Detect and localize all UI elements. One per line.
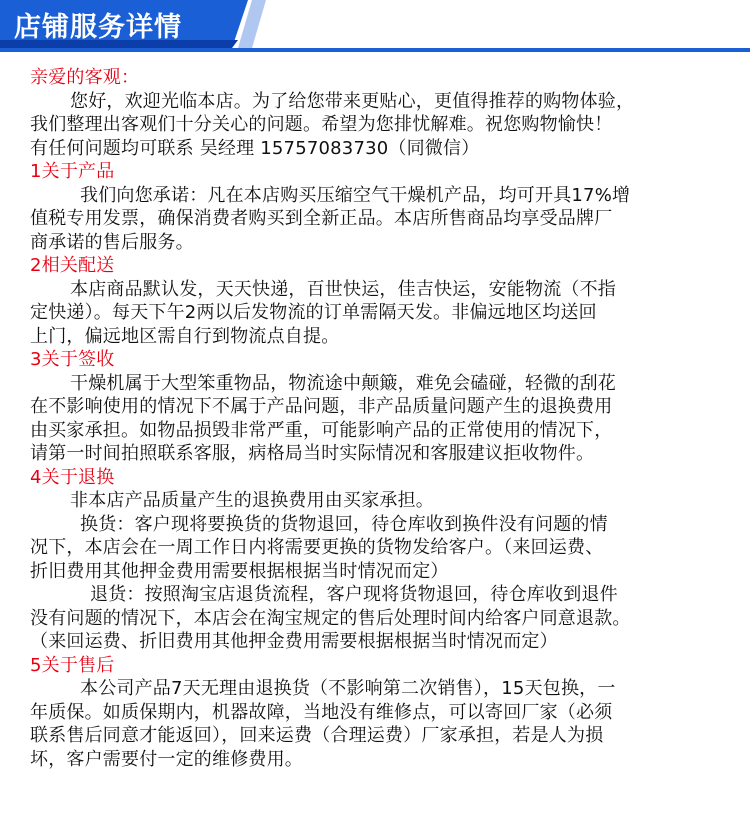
section-line: 本店商品默认发，天天快递，百世快运，佳吉快运，安能物流（不指 <box>70 278 616 300</box>
section-line: 本公司产品7天无理由退换货（不影响第二次销售），15天包换，一 <box>80 678 616 699</box>
store-service-details <box>30 66 742 771</box>
greeting: 亲爱的客观： <box>30 67 140 88</box>
page-title: 店铺服务详情 <box>14 12 182 43</box>
section-line: 退货：按照淘宝店退货流程，客户现将货物退回，待仓库收到退件 <box>90 584 618 605</box>
section-line: 非本店产品质量产生的退换费用由买家承担。 <box>70 490 434 511</box>
section-line: 折旧费用其他押金费用需要根据根据当时情况而定） <box>30 560 449 582</box>
section-line: 由买家承担。如物品损毁非常严重，可能影响产品的正常使用的情况下， <box>30 419 613 441</box>
intro-line: 您好，欢迎光临本店。为了给您带来更贴心，更值得推荐的购物体验， <box>70 90 635 112</box>
section-line: 换货：客户现将要换货的货物退回，待仓库收到换件没有问题的情 <box>80 513 608 535</box>
section-heading-after-sales: 5关于售后 <box>30 654 115 676</box>
section-heading-returns: 4关于退换 <box>30 466 115 488</box>
section-line: 坏，客户需要付一定的维修费用。 <box>30 748 303 770</box>
section-heading-signing: 3关于签收 <box>30 349 115 370</box>
section-line: 上门，偏远地区需自行到物流点自提。 <box>30 325 340 347</box>
section-line: 值税专用发票，确保消费者购买到全新正品。本店所售商品均享受品牌厂 <box>30 208 613 229</box>
intro-line: 我们整理出客观们十分关心的问题。希望为您排忧解难。祝您购物愉快！ <box>30 114 613 135</box>
section-line: 没有问题的情况下，本店会在淘宝规定的售后处理时间内给客户同意退款。 <box>30 607 631 629</box>
section-line: 年质保。如质保期内，机器故障，当地没有维修点，可以寄回厂家（必须 <box>30 701 613 723</box>
section-line: （来回运费、折旧费用其他押金费用需要根据根据当时情况而定） <box>30 631 558 652</box>
section-line: 联系售后同意才能返回），回来运费（合理运费）厂家承担，若是人为损 <box>30 725 604 746</box>
page-header <box>0 0 750 60</box>
section-line: 况下，本店会在一周工作日内将需要更换的货物发给客户。（来回运费、 <box>30 537 604 558</box>
section-heading-delivery: 2相关配送 <box>30 255 115 276</box>
section-line: 定快递）。每天下午2两以后发物流的订单需隔天发。非偏远地区均送回 <box>30 302 597 323</box>
section-line: 干燥机属于大型笨重物品，物流途中颠簸，难免会磕碰，轻微的刮花 <box>70 372 616 394</box>
section-line: 商承诺的售后服务。 <box>30 231 194 253</box>
intro-line: 有任何问题均可联系 吴经理 15757083730（同微信） <box>30 137 480 159</box>
section-line: 请第一时间拍照联系客服，病格局当时实际情况和客服建议拒收物件。 <box>30 443 595 464</box>
section-line: 在不影响使用的情况下不属于产品问题，非产品质量问题产生的退换费用 <box>30 396 613 417</box>
section-heading-product: 1关于产品 <box>30 161 115 182</box>
section-line: 我们向您承诺：凡在本店购买压缩空气干燥机产品，均可开具17%增 <box>80 184 631 206</box>
